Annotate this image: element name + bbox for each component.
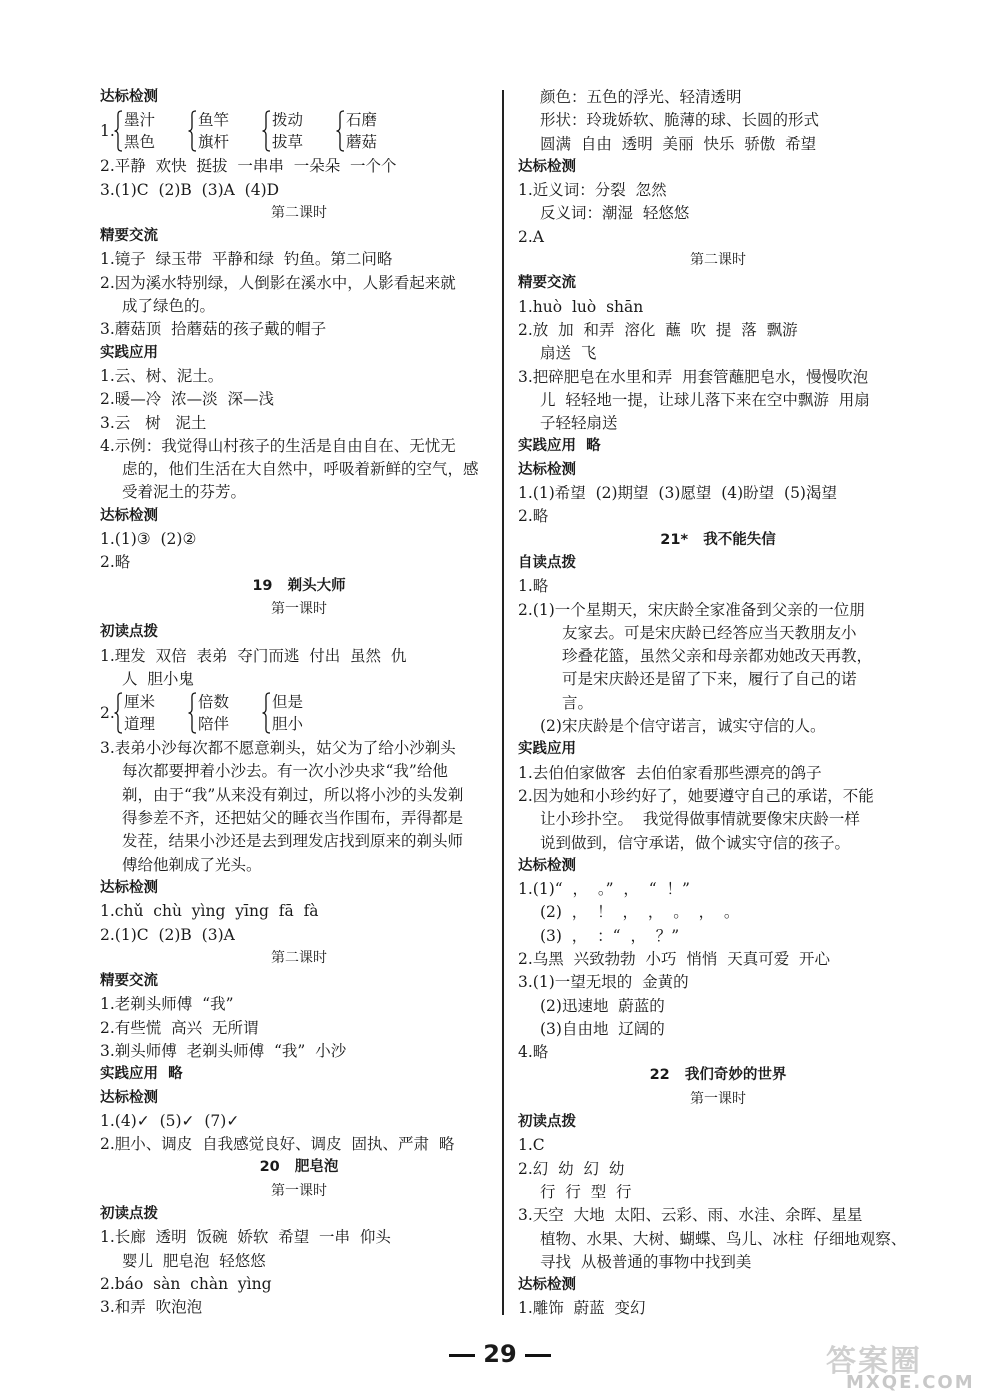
answer-line: 1.老剃头师傅 “我” (100, 995, 234, 1014)
item-number: 1. (100, 122, 115, 141)
answer-line: 1.云、树、泥土。 (100, 366, 224, 385)
section-heading: 达标检测 (100, 879, 158, 896)
section-heading: 初读点拨 (100, 624, 158, 641)
lesson-heading: 第一课时 (271, 1182, 327, 1199)
brace-icon (188, 692, 197, 734)
answer-line: (3)自由地 辽阔的 (540, 1019, 665, 1038)
bracket-word: 胆小 (272, 715, 304, 734)
chapter-title: 20 肥皂泡 (259, 1159, 339, 1176)
section-heading: 精要交流 (100, 228, 158, 245)
answer-line: 3.表弟小沙每次都不愿意剃头，姑父为了给小沙剃头 (100, 739, 456, 758)
answer-line: 1.去伯伯家做客 去伯伯家看那些漂亮的鸽子 (518, 763, 822, 782)
answer-line: 1.雕饰 蔚蓝 变幻 (518, 1299, 646, 1318)
section-heading: 初读点拨 (518, 1114, 576, 1131)
brace-icon (262, 110, 271, 152)
answer-line: 1.近义词：分裂 忽然 (518, 181, 667, 200)
answer-line: 1.镜子 绿玉带 平静和绿 钓鱼。第二问略 (100, 250, 393, 269)
brace-icon (262, 692, 271, 734)
answer-line: 每次都要押着小沙去。有一次小沙央求“我”给他 (122, 762, 448, 781)
item-number: 2. (100, 704, 115, 723)
answer-line: 让小珍扑空。 我觉得做事情就要像宋庆龄一样 (540, 810, 860, 829)
answer-line: 行 行 型 行 (540, 1182, 632, 1201)
answer-line: 得参差不齐，还把姑父的睡衣当作围布，弄得都是 (122, 809, 464, 828)
section-heading: 达标检测 (518, 461, 576, 478)
answer-line: 2.(1)C (2)B (3)A (100, 925, 235, 944)
bracket-word: 倍数 (198, 693, 230, 712)
answer-line: 子轻轻扇送 (540, 414, 618, 433)
left-column (100, 86, 498, 1320)
answer-line: 2.幻 幼 幻 幼 (518, 1159, 625, 1178)
bracket-word: 陪伴 (198, 715, 230, 734)
bracket-word: 厘米 (124, 693, 156, 712)
answer-line: 2.略 (100, 553, 131, 572)
chapter-title: 19 剃头大师 (252, 577, 346, 594)
answer-line: 2.平静 欢快 挺拔 一串串 一朵朵 一个个 (100, 157, 397, 176)
bracket-word: 墨汁 (124, 111, 156, 130)
section-heading: 达标检测 (100, 1089, 158, 1106)
section-heading: 达标检测 (518, 857, 576, 874)
answer-line: 形状：玲珑娇软、脆薄的球、长圆的形式 (540, 111, 820, 130)
answer-line: 1.略 (518, 577, 549, 596)
answer-line: 2.(1)一个星期天，宋庆龄全家准备到父亲的一位朋 (518, 600, 865, 619)
lesson-heading: 第一课时 (690, 1090, 746, 1107)
answer-line: 2.乌黑 兴致勃勃 小巧 悄悄 天真可爱 开心 (518, 949, 831, 968)
bracket-word-group (100, 691, 498, 737)
bracket-word: 但是 (272, 693, 304, 712)
answer-line: 可是宋庆龄还是留了下来，履行了自己的诺 (562, 670, 857, 689)
answer-line: 1.chǔ chù yìng yīng fā fà (100, 902, 319, 921)
brace-icon (336, 110, 345, 152)
answer-line: 扇送 飞 (540, 344, 597, 363)
bracket-word-group (100, 109, 498, 155)
answer-line: 3.云 树 泥土 (100, 413, 207, 432)
answer-line: 人 胆小鬼 (122, 669, 194, 688)
section-heading: 自读点拨 (518, 554, 576, 571)
lesson-heading: 第一课时 (271, 600, 327, 617)
column-divider (502, 90, 504, 1315)
section-heading: 达标检测 (100, 89, 158, 105)
answer-line: 2.因为她和小珍约好了，她要遵守自己的承诺，不能 (518, 786, 874, 805)
bracket-word: 鱼竿 (198, 111, 230, 130)
answer-line: 剃，由于“我”从来没有剃过，所以将小沙的头发剃 (122, 785, 464, 804)
section-heading: 精要交流 (518, 275, 576, 292)
answer-line: 2.放 加 和弄 溶化 蘸 吹 提 落 飘游 (518, 320, 798, 339)
section-heading: 实践应用 略 (100, 1066, 183, 1083)
answer-line: 3.剃头师傅 老剃头师傅 “我” 小沙 (100, 1041, 347, 1060)
answer-line: 4.略 (518, 1043, 549, 1062)
answer-line: 虑的，他们生活在大自然中，呼吸着新鲜的空气，感 (122, 460, 479, 479)
lesson-heading: 第二课时 (271, 949, 327, 966)
answer-line: 3.和弄 吹泡泡 (100, 1298, 203, 1317)
bracket-word: 道理 (124, 715, 156, 734)
answer-line: 傅给他剃成了光头。 (122, 855, 262, 874)
answer-line: 1.(1)希望 (2)期望 (3)愿望 (4)盼望 (5)渴望 (518, 484, 837, 503)
footer-dash-left (449, 1354, 475, 1357)
answer-line: (2)宋庆龄是个信守诺言，诚实守信的人。 (540, 717, 826, 736)
section-heading: 达标检测 (518, 1277, 576, 1294)
answer-line: 言。 (562, 693, 594, 712)
answer-line: 反义词：潮湿 轻悠悠 (540, 204, 690, 223)
section-heading: 实践应用 (518, 741, 576, 758)
answer-line: (2)迅速地 蔚蓝的 (540, 996, 665, 1015)
answer-line: 2.有些慌 高兴 无所谓 (100, 1018, 259, 1037)
answer-line: 3.把碎肥皂在水里和弄 用套管蘸肥皂水，慢慢吹泡 (518, 367, 869, 386)
lesson-heading: 第二课时 (690, 252, 746, 269)
footer-dash-right (525, 1354, 551, 1357)
answer-line: 成了绿色的。 (122, 297, 216, 316)
section-heading: 初读点拨 (100, 1206, 158, 1223)
answer-line: 3.天空 大地 太阳、云彩、雨、水洼、余晖、星星 (518, 1206, 863, 1225)
answer-line: 3.蘑菇顶 拾蘑菇的孩子戴的帽子 (100, 320, 327, 339)
answer-line: 儿 轻轻地一提，让球儿落下来在空中飘游 用扇 (540, 390, 870, 409)
answer-line: 珍叠花篮，虽然父亲和母亲都劝她改天再教， (562, 647, 873, 666)
answer-line: 受着泥土的芬芳。 (122, 483, 247, 502)
bracket-word: 拨动 (272, 111, 304, 130)
answer-line: 4.示例：我觉得山村孩子的生活是自由自在、无忧无 (100, 436, 456, 455)
chapter-title: 22 我们奇妙的世界 (649, 1067, 787, 1084)
answer-line: 3.(1)C (2)B (3)A (4)D (100, 180, 280, 199)
answer-line: 圆满 自由 透明 美丽 快乐 骄傲 希望 (540, 134, 817, 153)
right-column (518, 86, 918, 1321)
bracket-word: 黑色 (124, 133, 156, 152)
bracket-word: 石磨 (346, 111, 378, 130)
answer-line: 寻找 从极普通的事物中找到美 (540, 1252, 752, 1271)
bracket-word: 旗杆 (198, 133, 230, 152)
bracket-word: 蘑菇 (346, 133, 378, 152)
page-number: 29 (483, 1340, 517, 1368)
brace-icon (114, 692, 123, 734)
lesson-heading: 第二课时 (271, 204, 327, 221)
section-heading: 精要交流 (100, 973, 158, 990)
section-heading: 达标检测 (518, 158, 576, 175)
answer-line: 婴儿 肥皂泡 轻悠悠 (122, 1251, 266, 1270)
section-heading: 实践应用 略 (518, 438, 601, 455)
watermark (826, 1336, 988, 1394)
answer-line: 1.(1)③ (2)② (100, 530, 197, 549)
answer-line: (3) ， ：“ ， ？” (540, 926, 680, 945)
chapter-title: 21* 我不能失信 (660, 531, 776, 548)
answer-line: 1.(4)✓ (5)✓ (7)✓ (100, 1111, 240, 1130)
answer-line: 2.A (518, 227, 544, 246)
section-heading: 达标检测 (100, 507, 158, 524)
answer-line: 2.báo sàn chàn yìng (100, 1274, 272, 1293)
answer-line: 2.略 (518, 507, 549, 526)
answer-line: 1.(1)“ ， 。” ， “ ！” (518, 880, 690, 899)
answer-line: 1.C (518, 1136, 545, 1155)
answer-line: 2.暖—冷 浓—淡 深—浅 (100, 390, 274, 409)
section-heading: 实践应用 (100, 344, 158, 361)
answer-line: 3.(1)一望无垠的 金黄的 (518, 973, 689, 992)
brace-icon (114, 110, 123, 152)
answer-line: 1.huò luò shān (518, 297, 644, 316)
answer-line: 1.理发 双倍 表弟 夺门而逃 付出 虽然 仇 (100, 646, 407, 665)
answer-line: 1.长廊 透明 饭碗 娇软 希望 一串 仰头 (100, 1228, 391, 1247)
watermark-url: MXQE.COM (846, 1372, 975, 1393)
answer-line: 说到做到，信守承诺，做个诚实守信的孩子。 (540, 833, 851, 852)
answer-line: 友家去。可是宋庆龄已经答应当天教朋友小 (562, 623, 857, 642)
brace-icon (188, 110, 197, 152)
answer-line: 2.胆小、调皮 自我感觉良好、调皮 固执、严肃 略 (100, 1135, 455, 1154)
answer-line: (2) ， ！ ， ， 。 ， 。 (540, 903, 740, 922)
bracket-word: 拔草 (272, 133, 304, 152)
answer-line: 发茬，结果小沙还是去到理发店找到原来的剃头师 (122, 832, 464, 851)
answer-line: 2.因为溪水特别绿，人倒影在溪水中，人影看起来就 (100, 273, 456, 292)
answer-line: 植物、水果、大树、蝴蝶、鸟儿、冰柱 仔细地观察、 (540, 1229, 907, 1248)
watermark-title: 答案圈 (826, 1344, 922, 1379)
answer-line: 颜色：五色的浮光、轻清透明 (540, 88, 742, 106)
